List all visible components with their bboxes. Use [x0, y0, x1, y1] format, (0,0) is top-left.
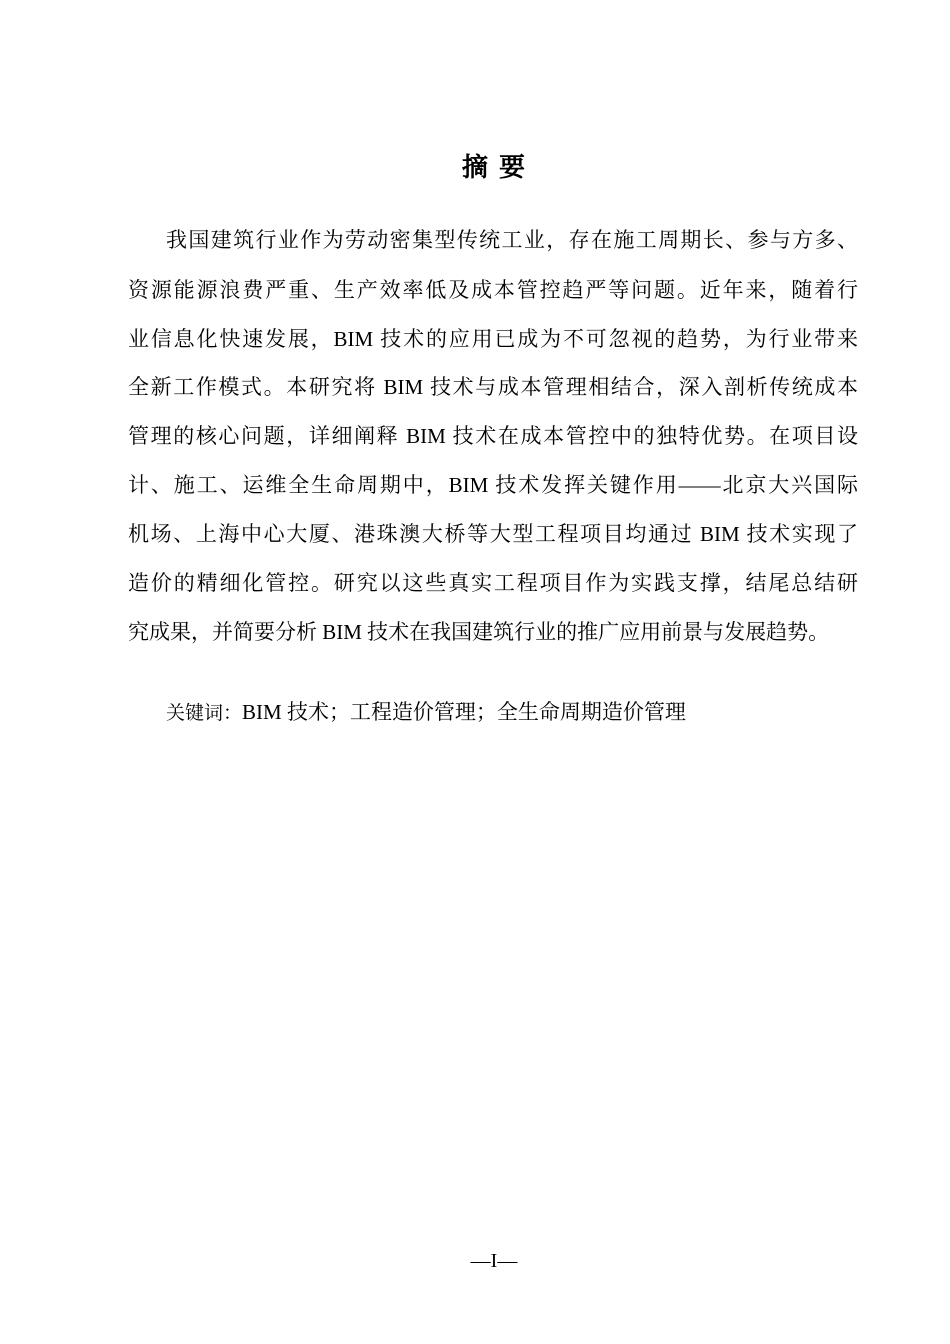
abstract-line: 我国建筑行业作为劳动密集型传统工业，存在施工周期长、参与方多、 [166, 228, 858, 252]
abstract-line: 管理的核心问题，详细阐释 BIM 技术在成本管控中的独特优势。在项目设 [128, 424, 858, 448]
keywords-line [166, 698, 686, 727]
abstract-line: 计、施工、运维全生命周期中，BIM 技术发挥关键作用——北京大兴国际 [128, 473, 858, 497]
abstract-line: 资源能源浪费严重、生产效率低及成本管控趋严等问题。近年来，随着行 [128, 278, 858, 302]
page-number: —I— [470, 1250, 518, 1272]
abstract-line: 机场、上海中心大厦、港珠澳大桥等大型工程项目均通过 BIM 技术实现了 [128, 522, 858, 546]
keywords-label: 关键词： [166, 702, 243, 724]
abstract-line: 造价的精细化管控。研究以这些真实工程项目作为实践支撑，结尾总结研 [128, 571, 858, 595]
abstract-line: 全新工作模式。本研究将 BIM 技术与成本管理相结合，深入剖析传统成本 [128, 375, 858, 399]
abstract-line: 业信息化快速发展，BIM 技术的应用已成为不可忽视的趋势，为行业带来 [128, 327, 858, 351]
keywords-text: BIM 技术；工程造价管理；全生命周期造价管理 [242, 700, 686, 724]
abstract-heading: 摘 要 [461, 153, 527, 183]
abstract-line: 究成果，并简要分析 BIM 技术在我国建筑行业的推广应用前景与发展趋势。 [128, 620, 830, 644]
